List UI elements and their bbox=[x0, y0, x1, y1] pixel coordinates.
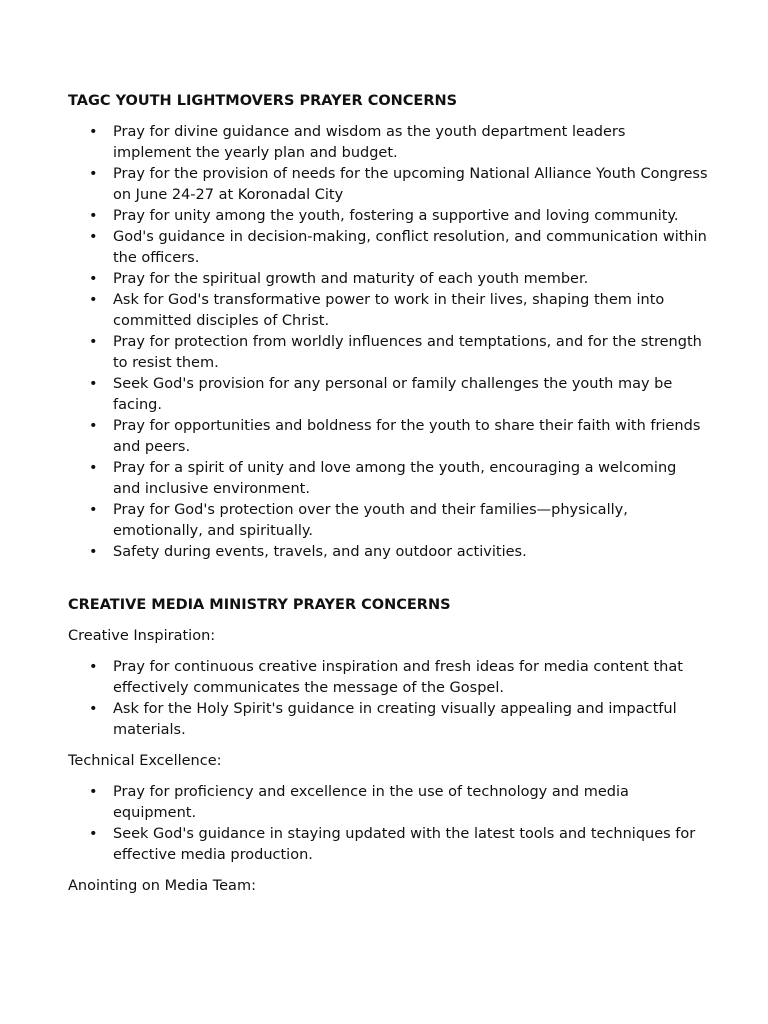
subheading-technical-excellence: Technical Excellence: bbox=[68, 753, 222, 769]
document-page bbox=[68, 90, 708, 907]
list-item-text: Pray for protection from worldly influences and temptations, and for the strength to resist them. bbox=[113, 334, 702, 371]
subheading-creative-inspiration: Creative Inspiration: bbox=[68, 628, 216, 644]
list-item bbox=[68, 164, 708, 206]
bullet-icon: • bbox=[89, 229, 98, 245]
list-item-text: Pray for the provision of needs for the upcoming National Alliance Youth Congress on June 24-27 at Koronadal City bbox=[113, 166, 708, 203]
list-item-text: Pray for the spiritual growth and maturity of each youth member. bbox=[113, 271, 589, 287]
list-item bbox=[68, 699, 708, 741]
subheading-anointing-media-team: Anointing on Media Team: bbox=[68, 878, 256, 894]
bullet-icon: • bbox=[89, 292, 98, 308]
bullet-icon: • bbox=[89, 784, 98, 800]
list-item bbox=[68, 500, 708, 542]
bullet-icon: • bbox=[89, 376, 98, 392]
bullet-icon: • bbox=[89, 659, 98, 675]
list-item bbox=[68, 290, 708, 332]
bullet-icon: • bbox=[89, 166, 98, 182]
bullet-icon: • bbox=[89, 502, 98, 518]
list-item bbox=[68, 542, 708, 563]
bullet-icon: • bbox=[89, 271, 98, 287]
youth-section-heading: TAGC YOUTH LIGHTMOVERS PRAYER CONCERNS bbox=[68, 93, 458, 109]
list-item bbox=[68, 657, 708, 699]
bullet-icon: • bbox=[89, 460, 98, 476]
list-item-text: Seek God's guidance in staying updated with the latest tools and techniques for effective media production. bbox=[113, 826, 696, 863]
list-item-text: God's guidance in decision-making, conflict resolution, and communication within the officers. bbox=[113, 229, 707, 266]
list-item bbox=[68, 374, 708, 416]
list-item-text: Pray for a spirit of unity and love among the youth, encouraging a welcoming and inclusive environment. bbox=[113, 460, 677, 497]
bullet-icon: • bbox=[89, 124, 98, 140]
list-item bbox=[68, 269, 708, 290]
media-section-heading: CREATIVE MEDIA MINISTRY PRAYER CONCERNS bbox=[68, 597, 451, 613]
list-item bbox=[68, 206, 708, 227]
list-item-text: Pray for proficiency and excellence in the use of technology and media equipment. bbox=[113, 784, 629, 821]
list-item bbox=[68, 458, 708, 500]
bullet-icon: • bbox=[89, 544, 98, 560]
technical-excellence-list bbox=[68, 782, 708, 866]
list-item-text: Pray for opportunities and boldness for the youth to share their faith with friends and peers. bbox=[113, 418, 701, 455]
list-item-text: Pray for divine guidance and wisdom as the youth department leaders implement the yearly plan and budget. bbox=[113, 124, 626, 161]
list-item bbox=[68, 332, 708, 374]
list-item bbox=[68, 227, 708, 269]
list-item-text: Seek God's provision for any personal or family challenges the youth may be facing. bbox=[113, 376, 673, 413]
list-item-text: Pray for unity among the youth, fostering a supportive and loving community. bbox=[113, 208, 679, 224]
bullet-icon: • bbox=[89, 701, 98, 717]
bullet-icon: • bbox=[89, 418, 98, 434]
list-item-text: Ask for the Holy Spirit's guidance in creating visually appealing and impactful materials. bbox=[113, 701, 677, 738]
bullet-icon: • bbox=[89, 208, 98, 224]
list-item-text: Pray for God's protection over the youth and their families—physically, emotionally, and spiritually. bbox=[113, 502, 628, 539]
list-item bbox=[68, 122, 708, 164]
list-item bbox=[68, 782, 708, 824]
list-item-text: Ask for God's transformative power to work in their lives, shaping them into committed disciples of Christ. bbox=[113, 292, 665, 329]
list-item bbox=[68, 824, 708, 866]
list-item-text: Safety during events, travels, and any outdoor activities. bbox=[113, 544, 527, 560]
list-item bbox=[68, 416, 708, 458]
youth-prayer-section bbox=[68, 90, 708, 563]
youth-prayer-list bbox=[68, 122, 708, 563]
media-prayer-section bbox=[68, 594, 708, 897]
list-item-text: Pray for continuous creative inspiration and fresh ideas for media content that effectively communicates the message of the Gospel. bbox=[113, 659, 683, 696]
bullet-icon: • bbox=[89, 334, 98, 350]
bullet-icon: • bbox=[89, 826, 98, 842]
creative-inspiration-list bbox=[68, 657, 708, 741]
